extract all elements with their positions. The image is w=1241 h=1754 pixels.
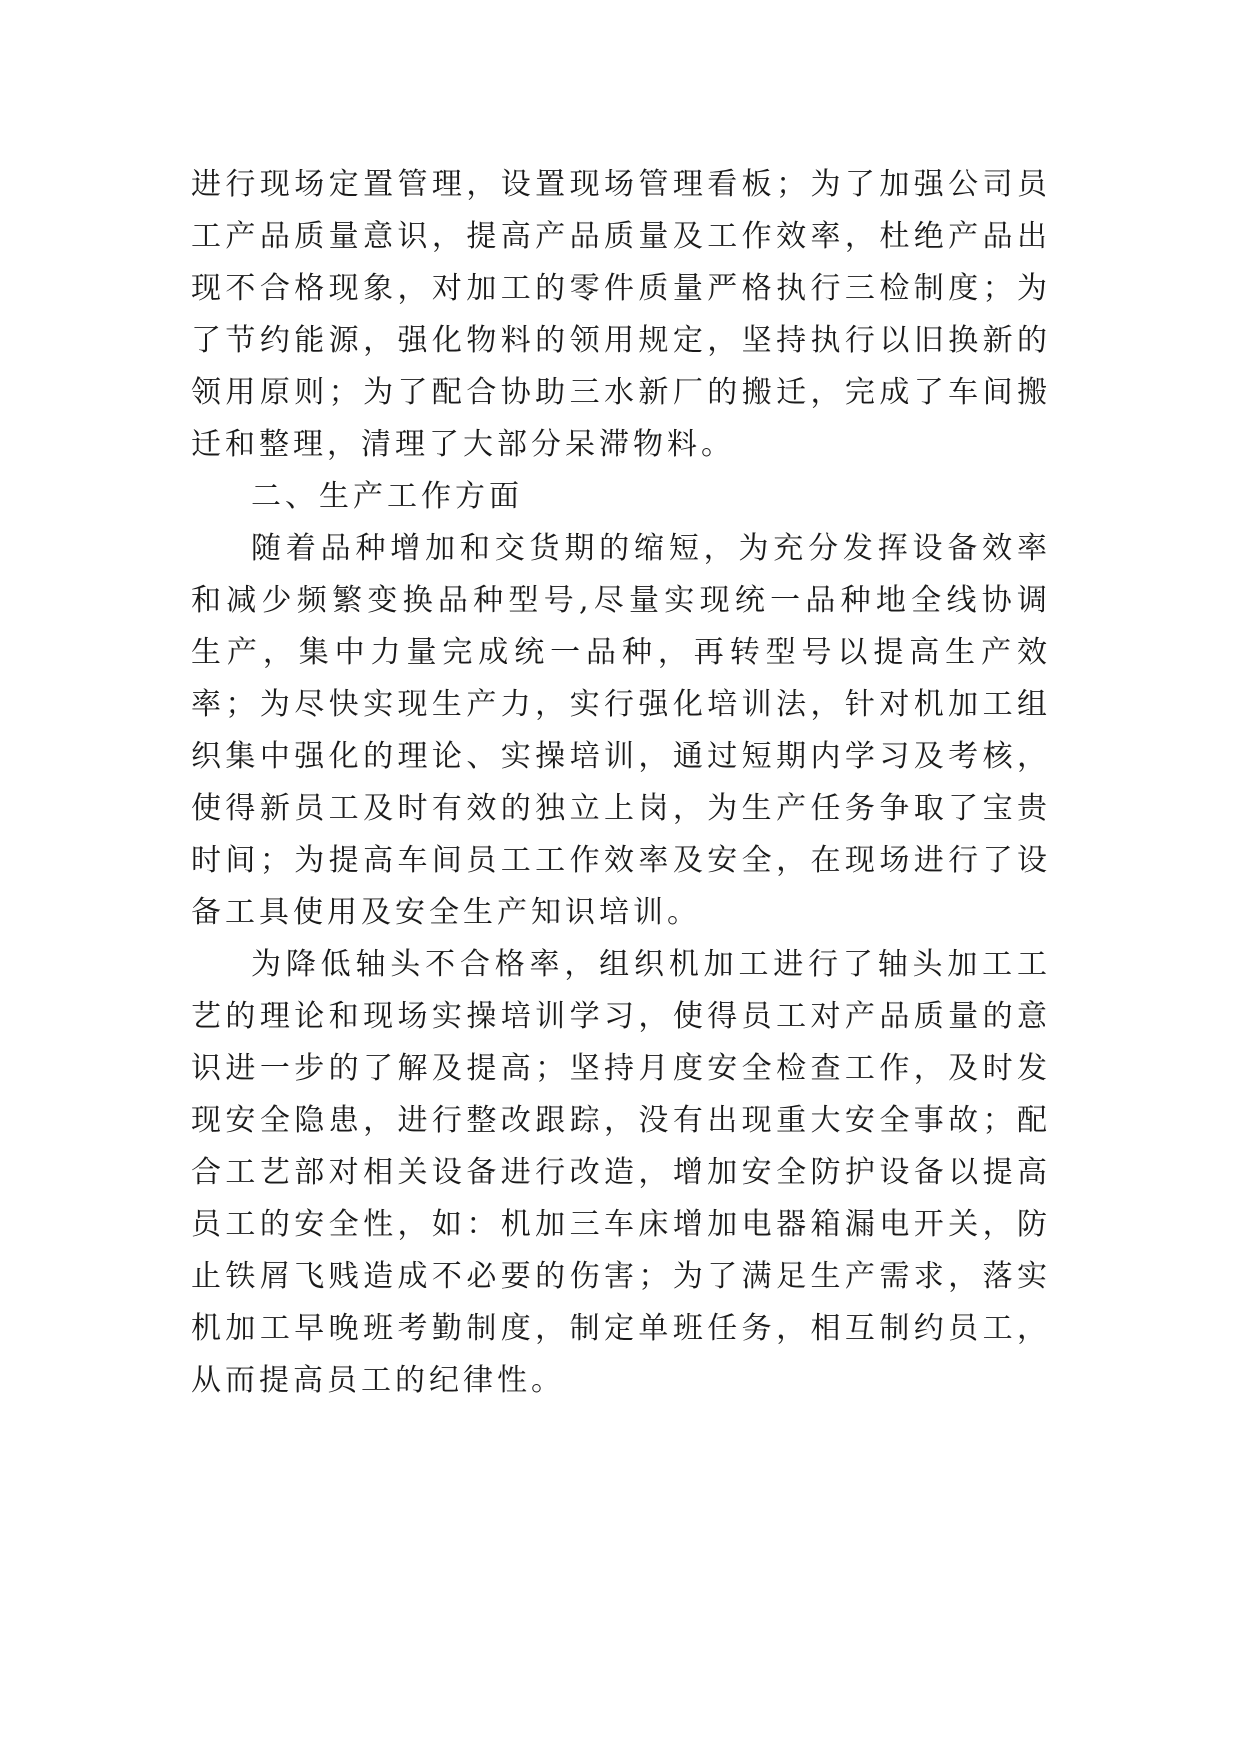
section-heading-production: 二、生产工作方面 (251, 479, 523, 514)
paragraph-quality-safety: 为降低轴头不合格率，组织机加工进行了轴头加工工艺的理论和现场实操培训学习，使得员工对产品质量的意识进一步的了解及提高；坚持月度安全检查工作，及时发现安全隐患，进行整改跟踪，没有出现重大安全事故；配合工艺部对相关设备进行改造，增加安全防护设备以提高员工的安全性，如：机加三车床增加电器箱漏电开关，防止铁屑飞贱造成不必要的伤害；为了满足生产需求，落实机加工早晚班考勤制度，制定单班任务，相互制约员工，从而提高员工的纪律性。 (191, 947, 1051, 1398)
paragraph-production-work: 随着品种增加和交货期的缩短，为充分发挥设备效率和减少频繁变换品种型号,尽量实现统一品种地全线协调生产，集中力量完成统一品种，再转型号以提高生产效率；为尽快实现生产力，实行强化培训法，针对机加工组织集中强化的理论、实操培训，通过短期内学习及考核，使得新员工及时有效的独立上岗，为生产任务争取了宝贵时间；为提高车间员工工作效率及安全，在现场进行了设备工具使用及安全生产知识培训。 (191, 531, 1051, 930)
document-body (191, 159, 1051, 1407)
paragraph-site-management: 进行现场定置管理，设置现场管理看板；为了加强公司员工产品质量意识，提高产品质量及工作效率，杜绝产品出现不合格现象，对加工的零件质量严格执行三检制度；为了节约能源，强化物料的领用规定，坚持执行以旧换新的领用原则；为了配合协助三水新厂的搬迁，完成了车间搬迁和整理，清理了大部分呆滞物料。 (191, 167, 1051, 462)
